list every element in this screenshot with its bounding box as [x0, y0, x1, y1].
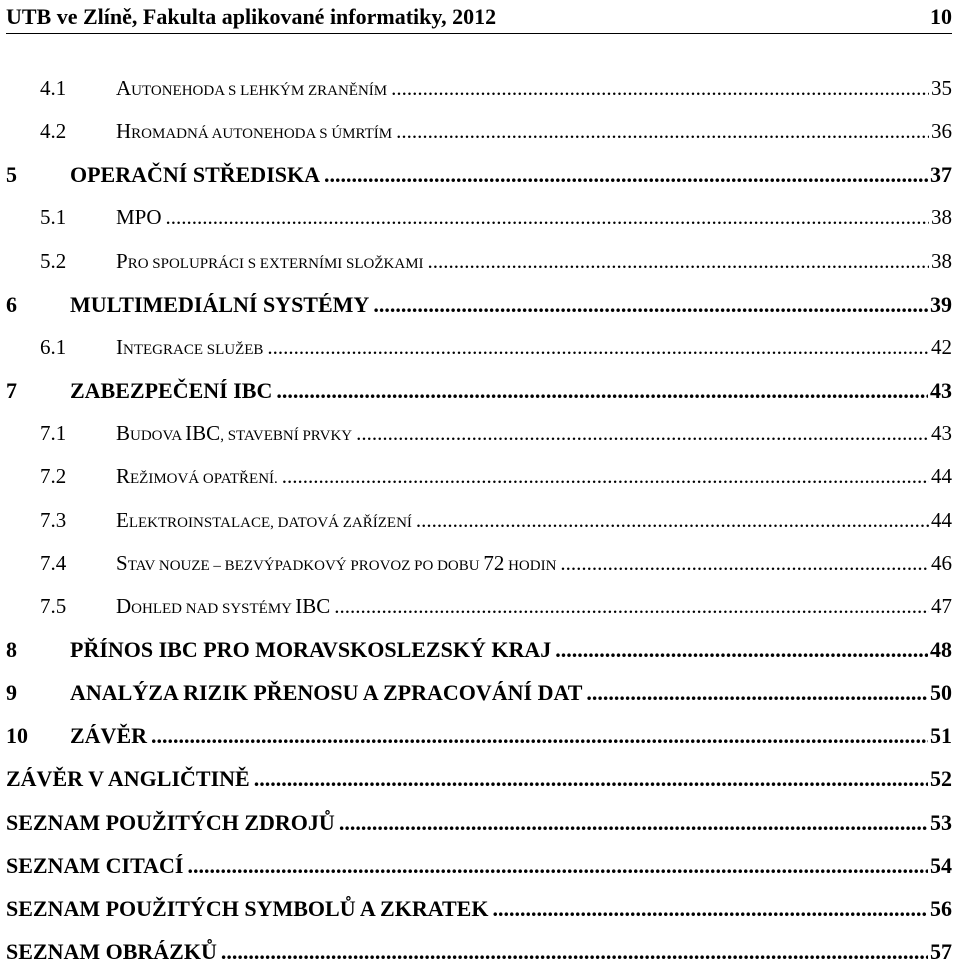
- toc-entry-page: 43: [930, 378, 952, 404]
- toc-entry-page: 47: [931, 593, 952, 618]
- toc-entry-title: PRO SPOLUPRÁCI S EXTERNÍMI SLOŽKAMI: [116, 248, 424, 273]
- toc-entry[interactable]: [0, 810, 952, 850]
- toc-leader-dots: [254, 766, 928, 792]
- toc-entry-title: SEZNAM OBRÁZKŮ: [6, 939, 217, 964]
- toc-entry-number: 10: [6, 723, 28, 749]
- toc-entry-page: 44: [931, 464, 952, 489]
- toc-entry[interactable]: [0, 249, 952, 289]
- toc-entry-page: 39: [930, 291, 952, 317]
- toc-entry-page: 35: [931, 76, 952, 100]
- toc-entry-title: AUTONEHODA S LEHKÝM ZRANĚNÍM: [116, 76, 388, 100]
- toc-entry-page: 52: [930, 766, 952, 792]
- toc-leader-dots: [492, 896, 928, 922]
- toc-entry-title: REŽIMOVÁ OPATŘENÍ.: [116, 464, 278, 489]
- toc-entry-page: 56: [930, 895, 952, 921]
- toc-entry-number: 7.5: [40, 593, 67, 618]
- toc-entry-title: DOHLED NAD SYSTÉMY IBC: [116, 593, 331, 618]
- toc-entry[interactable]: [0, 594, 952, 634]
- toc-entry[interactable]: [0, 551, 952, 591]
- toc-entry-title: OPERAČNÍ STŘEDISKA: [70, 162, 320, 188]
- toc-leader-dots: [391, 76, 929, 101]
- toc-leader-dots: [428, 249, 929, 274]
- toc-entry-page: 42: [931, 334, 952, 359]
- toc-leader-dots: [221, 939, 928, 965]
- toc-leader-dots: [339, 810, 928, 836]
- toc-entry-number: 7.3: [40, 507, 67, 532]
- toc-entry-page: 38: [931, 248, 952, 273]
- toc-entry-page: 46: [931, 550, 952, 575]
- toc-entry-number: 7.2: [40, 464, 67, 489]
- toc-entry[interactable]: [0, 119, 952, 159]
- toc-leader-dots: [586, 680, 928, 706]
- toc-entry-page: 36: [931, 119, 952, 144]
- toc-entry-page: 51: [930, 723, 952, 749]
- toc-entry[interactable]: [0, 896, 952, 936]
- toc-entry[interactable]: [0, 508, 952, 548]
- toc-entry-page: 44: [931, 507, 952, 532]
- toc-leader-dots: [356, 421, 929, 446]
- toc-leader-dots: [373, 292, 928, 318]
- page-header: [6, 0, 952, 34]
- toc-entry-title: ZÁVĚR V ANGLIČTINĚ: [6, 766, 250, 792]
- toc-leader-dots: [416, 508, 929, 533]
- toc-entry-title: ZABEZPEČENÍ IBC: [70, 378, 273, 404]
- toc-entry-title: ANALÝZA RIZIK PŘENOSU A ZPRACOVÁNÍ DAT: [70, 680, 583, 706]
- toc-entry-number: 6.1: [40, 334, 67, 359]
- toc-leader-dots: [282, 464, 929, 489]
- toc-leader-dots: [267, 335, 929, 360]
- toc-leader-dots: [151, 723, 928, 749]
- toc-entry-page: 57: [930, 939, 952, 964]
- toc-entry-number: 5.1: [40, 205, 67, 230]
- toc-entry-title: STAV NOUZE – BEZVÝPADKOVÝ PROVOZ PO DOBU 72 HODIN: [116, 550, 557, 575]
- toc-entry-number: 4.2: [40, 119, 67, 144]
- toc-entry[interactable]: [0, 637, 952, 677]
- toc-entry[interactable]: [0, 292, 952, 332]
- toc-entry-title: HROMADNÁ AUTONEHODA S ÚMRTÍM: [116, 119, 393, 144]
- toc-entry-title: PŘÍNOS IBC PRO MORAVSKOSLEZSKÝ KRAJ: [70, 636, 552, 662]
- toc-leader-dots: [334, 594, 929, 619]
- toc-entry-number: 7.4: [40, 550, 67, 575]
- toc-leader-dots: [560, 551, 929, 576]
- toc-entry-number: 9: [6, 680, 17, 706]
- toc-entry-title: SEZNAM POUŽITÝCH SYMBOLŮ A ZKRATEK: [6, 895, 489, 921]
- toc-entry-page: 53: [930, 809, 952, 835]
- toc-entry-page: 50: [930, 680, 952, 706]
- toc-entry-title: ZÁVĚR: [70, 723, 148, 749]
- toc-entry-number: 5.2: [40, 248, 67, 273]
- toc-entry[interactable]: [0, 378, 952, 418]
- toc-entry[interactable]: [0, 766, 952, 806]
- toc-entry-page: 54: [930, 852, 952, 878]
- toc-leader-dots: [324, 162, 928, 188]
- toc-leader-dots: [166, 205, 929, 230]
- toc-entry-title: BUDOVA IBC, STAVEBNÍ PRVKY: [116, 421, 353, 446]
- toc-entry[interactable]: [0, 162, 952, 202]
- header-title: UTB ve Zlíně, Fakulta aplikované informatiky, 2012: [6, 3, 497, 29]
- toc-entry[interactable]: [0, 205, 952, 245]
- toc-entry[interactable]: [0, 723, 952, 763]
- toc-entry-number: 6: [6, 291, 17, 317]
- toc-leader-dots: [396, 119, 929, 144]
- toc-entry-page: 48: [930, 636, 952, 662]
- toc-entry[interactable]: [0, 335, 952, 375]
- toc-leader-dots: [276, 378, 928, 404]
- toc-entry[interactable]: [0, 939, 952, 979]
- toc-entry-number: 4.1: [40, 76, 67, 100]
- toc-entry-page: 43: [931, 421, 952, 446]
- toc-entry-title: ELEKTROINSTALACE, DATOVÁ ZAŘÍZENÍ: [116, 507, 412, 532]
- toc-leader-dots: [555, 637, 928, 663]
- toc-entry[interactable]: [0, 421, 952, 461]
- toc-entry[interactable]: [0, 464, 952, 504]
- toc-entry-page: 37: [930, 162, 952, 188]
- toc-entry-number: 5: [6, 162, 17, 188]
- header-page-number: 10: [930, 3, 952, 29]
- toc-entry-title: MULTIMEDIÁLNÍ SYSTÉMY: [70, 291, 370, 317]
- toc-entry-title: SEZNAM CITACÍ: [6, 852, 184, 878]
- toc-entry[interactable]: [0, 853, 952, 893]
- toc-entry-title: INTEGRACE SLUŽEB: [116, 334, 264, 359]
- toc-entry-title: MPO: [116, 205, 162, 230]
- toc-entry[interactable]: [0, 680, 952, 720]
- toc-entry-number: 8: [6, 636, 17, 662]
- toc-entry-page: 38: [931, 205, 952, 230]
- toc-entry-number: 7: [6, 378, 17, 404]
- toc-entry[interactable]: [0, 76, 952, 116]
- toc-entry-title: SEZNAM POUŽITÝCH ZDROJŮ: [6, 809, 335, 835]
- toc-entry-number: 7.1: [40, 421, 67, 446]
- toc-leader-dots: [187, 853, 928, 879]
